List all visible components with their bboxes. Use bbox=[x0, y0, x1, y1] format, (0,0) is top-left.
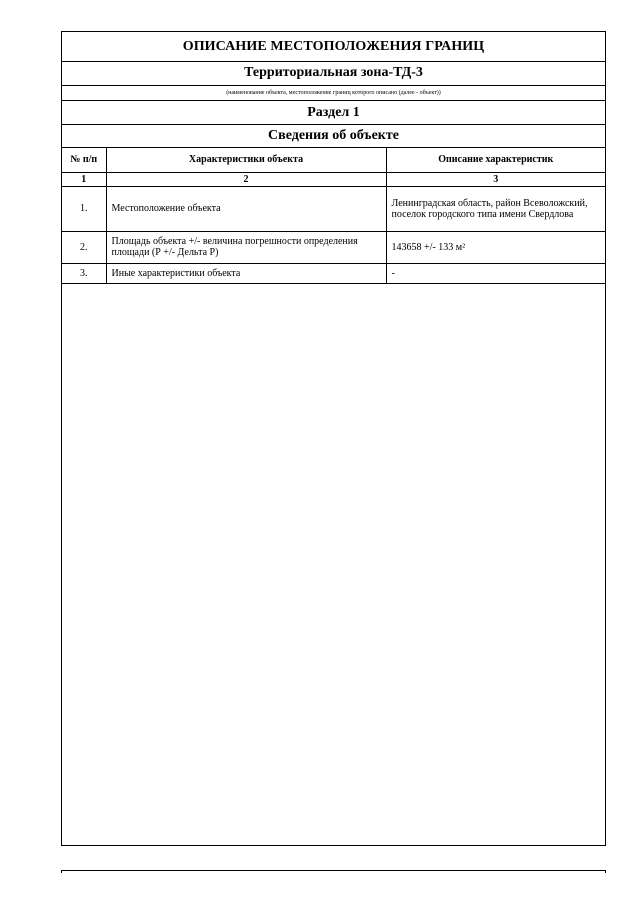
footer-divider bbox=[61, 870, 606, 871]
document-frame bbox=[61, 31, 606, 846]
object-info-table bbox=[62, 148, 605, 284]
table-header-row bbox=[62, 148, 605, 172]
column-numbers-row bbox=[62, 172, 605, 186]
document-title: ОПИСАНИЕ МЕСТОПОЛОЖЕНИЯ ГРАНИЦ bbox=[62, 32, 605, 62]
row-description: Ленинградская область, район Всеволожский, поселок городского типа имени Свердлова bbox=[386, 186, 605, 231]
table-row bbox=[62, 186, 605, 231]
table-row bbox=[62, 263, 605, 283]
row-description: 143658 +/- 133 м² bbox=[386, 231, 605, 263]
header-number: № п/п bbox=[62, 148, 106, 172]
row-characteristic: Иные характеристики объекта bbox=[106, 263, 386, 283]
section-heading: Раздел 1 bbox=[62, 101, 605, 125]
footer-tick-left bbox=[61, 870, 62, 873]
header-characteristic: Характеристики объекта bbox=[106, 148, 386, 172]
column-number-3: 3 bbox=[386, 172, 605, 186]
row-characteristic: Местоположение объекта bbox=[106, 186, 386, 231]
section-title: Сведения об объекте bbox=[62, 125, 605, 148]
column-number-2: 2 bbox=[106, 172, 386, 186]
row-number: 3. bbox=[62, 263, 106, 283]
row-number: 2. bbox=[62, 231, 106, 263]
footer-tick-right bbox=[605, 870, 606, 873]
row-description: - bbox=[386, 263, 605, 283]
header-description: Описание характеристик bbox=[386, 148, 605, 172]
zone-name: Территориальная зона-ТД-3 bbox=[62, 62, 605, 86]
row-number: 1. bbox=[62, 186, 106, 231]
table-row bbox=[62, 231, 605, 263]
zone-note: (наименование объекта, местоположение границ которого описано (далее - объект)) bbox=[62, 86, 605, 101]
column-number-1: 1 bbox=[62, 172, 106, 186]
row-characteristic: Площадь объекта +/- величина погрешности определения площади (Р +/- Дельта Р) bbox=[106, 231, 386, 263]
